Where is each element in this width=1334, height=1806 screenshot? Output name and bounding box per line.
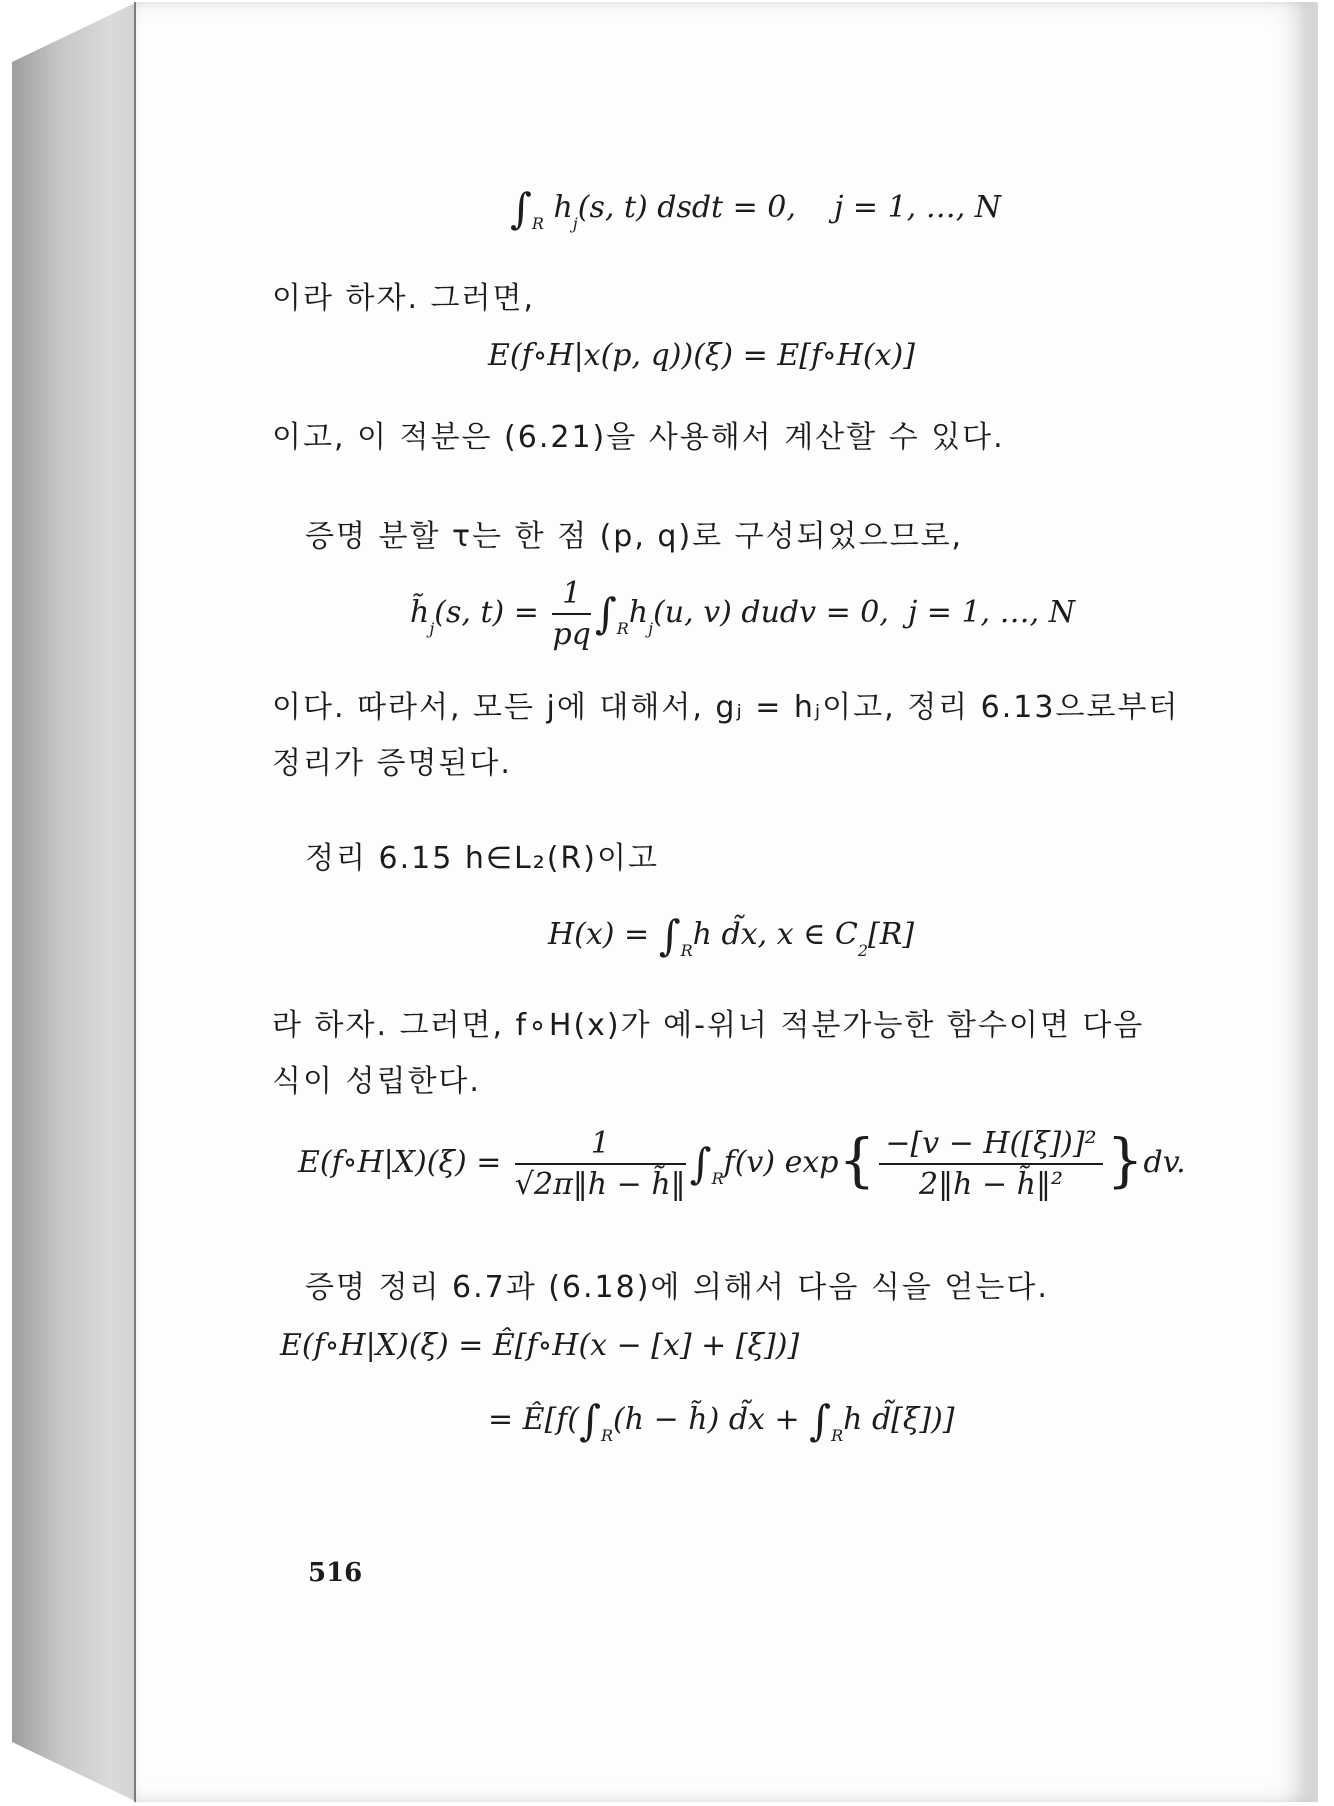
- equation-5: E(f∘H|X)(ξ) = $\frac{1}{√2\pi‖h - h̃‖}$ $\int_Rf(v)$ exp{ $\frac{\text{−[v − H([ξ])]²}}{\text{2‖h − h̃‖²}}$ }dv.: [298, 1126, 1186, 1202]
- page-number: 516: [308, 1558, 363, 1588]
- text-line-6: 식이 성립한다.: [272, 1064, 481, 1099]
- book-spine: [12, 2, 152, 1802]
- equation-3: $h̃_j(s$, t) = $\frac{1}{pq}$ $\int_Rh_j(u$, v) dudv = 0, j = 1, …, N: [410, 576, 1075, 652]
- page-edge-shadow: [1300, 2, 1318, 1802]
- equation-1: $\int_R$ $h_j(s$, t) dsdt = 0, j = 1, …, N: [510, 184, 1002, 233]
- text-line-3: 이다. 따라서, 모든 j에 대해서, gⱼ = hⱼ이고, 정리 6.13으로부터: [272, 690, 1180, 725]
- equation-2: E(f∘H|x(p, q))(ξ) = E[f∘H(x)]: [488, 338, 915, 373]
- theorem-heading: 정리 6.15 h∈L₂(R)이고: [305, 841, 659, 876]
- equation-6: E(f∘H|X)(ξ) = Ê[f∘H(x − [x] + [ξ])]: [280, 1328, 800, 1363]
- text-line-4: 정리가 증명된다.: [272, 746, 512, 781]
- text-line-2: 이고, 이 적분은 (6.21)을 사용해서 계산할 수 있다.: [272, 420, 1005, 455]
- proof-1-heading: 증명 분할 τ는 한 점 (p, q)로 구성되었으므로,: [305, 519, 964, 554]
- text-line-5: 라 하자. 그러면, f∘H(x)가 예-위너 적분가능한 함수이면 다음: [272, 1008, 1145, 1043]
- text-line-1: 이라 하자. 그러면,: [272, 281, 536, 316]
- book-page: [134, 2, 1318, 1802]
- equation-4: $H(x) = \int_Rh$ d̃x, x ∈ $C_2[R]$: [548, 911, 915, 960]
- proof-2-heading: 증명 정리 6.7과 (6.18)에 의해서 다음 식을 얻는다.: [305, 1270, 1049, 1305]
- equation-7: = $Ê[f(\int_R(h$ − h̃) d̃x + $\int_Rh$ d̃[ξ])]: [488, 1396, 955, 1445]
